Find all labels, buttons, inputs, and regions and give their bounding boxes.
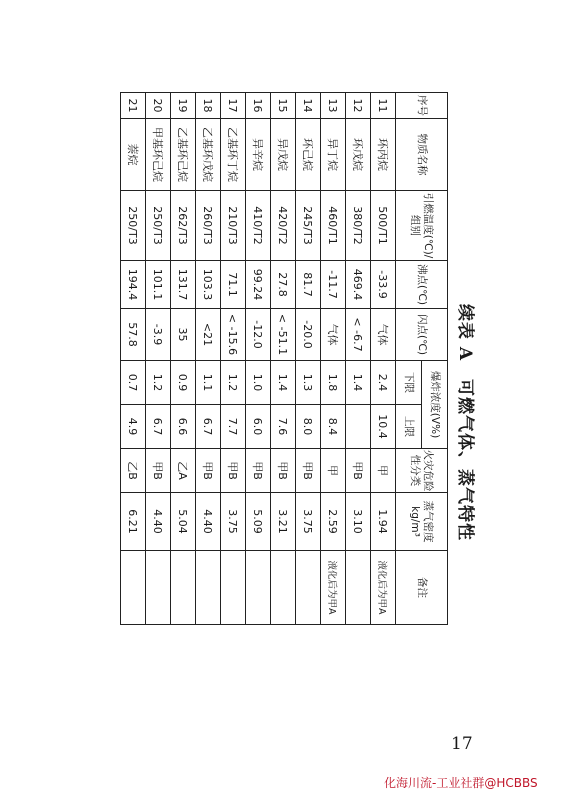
cell-note — [171, 551, 196, 625]
cell-density: 4.40 — [196, 493, 221, 551]
cell-flash: <21 — [196, 309, 221, 361]
cell-boiling: 103.3 — [196, 261, 221, 309]
gas-properties-table — [120, 92, 448, 625]
cell-seq: 14 — [296, 93, 321, 119]
cell-boiling: 27.8 — [271, 261, 296, 309]
cell-hazard: 甲B — [296, 449, 321, 493]
cell-hazard: 乙A — [171, 449, 196, 493]
cell-lower: 1.1 — [196, 361, 221, 405]
header-name: 物质名称 — [396, 119, 448, 191]
cell-note — [221, 551, 246, 625]
cell-upper: 6.6 — [171, 405, 196, 449]
cell-hazard: 甲B — [346, 449, 371, 493]
cell-hazard: 甲B — [196, 449, 221, 493]
cell-upper: 8.4 — [321, 405, 346, 449]
cell-name: 异辛烷 — [246, 119, 271, 191]
cell-ignition: 500/T1 — [371, 191, 396, 261]
cell-ignition: 210/T3 — [221, 191, 246, 261]
cell-boiling: 101.1 — [146, 261, 171, 309]
cell-note — [271, 551, 296, 625]
cell-name: 萘烷 — [121, 119, 146, 191]
cell-flash: -20.0 — [296, 309, 321, 361]
cell-upper: 6.7 — [146, 405, 171, 449]
cell-density: 5.09 — [246, 493, 271, 551]
cell-flash: 57.8 — [121, 309, 146, 361]
cell-upper — [346, 405, 371, 449]
cell-lower: 1.8 — [321, 361, 346, 405]
header-flash: 闪点(℃) — [396, 309, 448, 361]
cell-seq: 19 — [171, 93, 196, 119]
table-body — [121, 93, 396, 625]
cell-upper: 4.9 — [121, 405, 146, 449]
cell-hazard: 甲 — [321, 449, 346, 493]
cell-lower: 1.0 — [246, 361, 271, 405]
cell-boiling: 71.1 — [221, 261, 246, 309]
cell-lower: 1.4 — [271, 361, 296, 405]
table-row — [371, 93, 396, 625]
cell-name: 环丙烷 — [371, 119, 396, 191]
header-explosion: 爆炸浓度(V%) — [422, 361, 448, 449]
cell-upper: 10.4 — [371, 405, 396, 449]
cell-upper: 7.7 — [221, 405, 246, 449]
cell-note — [146, 551, 171, 625]
cell-ignition: 380/T2 — [346, 191, 371, 261]
cell-ignition: 262/T3 — [171, 191, 196, 261]
rotated-table-block — [75, 92, 480, 753]
cell-density: 4.40 — [146, 493, 171, 551]
cell-seq: 16 — [246, 93, 271, 119]
cell-ignition: 410/T2 — [246, 191, 271, 261]
cell-upper: 6.7 — [196, 405, 221, 449]
cell-boiling: 81.7 — [296, 261, 321, 309]
cell-hazard: 乙B — [121, 449, 146, 493]
cell-seq: 11 — [371, 93, 396, 119]
cell-density: 5.04 — [171, 493, 196, 551]
header-seq: 序号 — [396, 93, 448, 119]
cell-boiling: -33.9 — [371, 261, 396, 309]
cell-hazard: 甲B — [221, 449, 246, 493]
cell-ignition: 260/T3 — [196, 191, 221, 261]
cell-hazard: 甲B — [271, 449, 296, 493]
page-number: 17 — [451, 734, 473, 754]
header-density: 蒸气密度kg/m³ — [396, 493, 448, 551]
cell-name: 环己烷 — [296, 119, 321, 191]
table-row — [346, 93, 371, 625]
table-row — [246, 93, 271, 625]
cell-flash: < -15.6 — [221, 309, 246, 361]
cell-boiling: 469.4 — [346, 261, 371, 309]
cell-name: 乙基环丁烷 — [221, 119, 246, 191]
table-row — [146, 93, 171, 625]
header-ignition: 引燃温度(℃)/组别 — [396, 191, 448, 261]
cell-density: 3.21 — [271, 493, 296, 551]
cell-seq: 17 — [221, 93, 246, 119]
cell-density: 1.94 — [371, 493, 396, 551]
cell-ignition: 250/T3 — [121, 191, 146, 261]
header-boiling: 沸点(℃) — [396, 261, 448, 309]
cell-ignition: 420/T2 — [271, 191, 296, 261]
cell-ignition: 460/T1 — [321, 191, 346, 261]
cell-seq: 20 — [146, 93, 171, 119]
cell-upper: 7.6 — [271, 405, 296, 449]
cell-flash: -12.0 — [246, 309, 271, 361]
cell-density: 3.10 — [346, 493, 371, 551]
cell-flash: 气体 — [371, 309, 396, 361]
cell-lower: 0.9 — [171, 361, 196, 405]
header-hazard: 火灾危险性分类 — [396, 449, 448, 493]
table-row — [296, 93, 321, 625]
watermark-text: 化海川流-工业社群@HCBBS — [384, 776, 538, 790]
cell-seq: 15 — [271, 93, 296, 119]
cell-name: 异丁烷 — [321, 119, 346, 191]
cell-name: 异戊烷 — [271, 119, 296, 191]
cell-lower: 1.2 — [221, 361, 246, 405]
cell-flash: 气体 — [321, 309, 346, 361]
cell-hazard: 甲B — [146, 449, 171, 493]
table-title: 续表 A 可燃气体、蒸气特性 — [455, 303, 475, 542]
cell-name: 环戊烷 — [346, 119, 371, 191]
cell-flash: 35 — [171, 309, 196, 361]
table-row — [321, 93, 346, 625]
cell-seq: 18 — [196, 93, 221, 119]
cell-lower: 1.2 — [146, 361, 171, 405]
header-note: 备注 — [396, 551, 448, 625]
table-row — [271, 93, 296, 625]
cell-hazard: 甲B — [246, 449, 271, 493]
cell-seq: 13 — [321, 93, 346, 119]
cell-name: 甲基环己烷 — [146, 119, 171, 191]
cell-note — [246, 551, 271, 625]
cell-seq: 12 — [346, 93, 371, 119]
table-header — [396, 93, 448, 625]
cell-note — [196, 551, 221, 625]
header-upper: 上限 — [396, 405, 422, 449]
cell-note — [121, 551, 146, 625]
cell-boiling: 131.7 — [171, 261, 196, 309]
cell-boiling: -11.7 — [321, 261, 346, 309]
cell-flash: < -6.7 — [346, 309, 371, 361]
cell-hazard: 甲 — [371, 449, 396, 493]
cell-lower: 1.4 — [346, 361, 371, 405]
cell-name: 乙基环戊烷 — [196, 119, 221, 191]
cell-ignition: 250/T3 — [146, 191, 171, 261]
cell-seq: 21 — [121, 93, 146, 119]
cell-density: 6.21 — [121, 493, 146, 551]
header-lower: 下限 — [396, 361, 422, 405]
cell-density: 3.75 — [221, 493, 246, 551]
cell-lower: 1.3 — [296, 361, 321, 405]
cell-flash: -3.9 — [146, 309, 171, 361]
table-row — [121, 93, 146, 625]
cell-note: 液化后为甲A — [371, 551, 396, 625]
table-row — [196, 93, 221, 625]
cell-boiling: 194.4 — [121, 261, 146, 309]
cell-ignition: 245/T3 — [296, 191, 321, 261]
cell-boiling: 99.24 — [246, 261, 271, 309]
cell-upper: 6.0 — [246, 405, 271, 449]
table-row — [221, 93, 246, 625]
cell-upper: 8.0 — [296, 405, 321, 449]
table-row — [171, 93, 196, 625]
cell-density: 2.59 — [321, 493, 346, 551]
cell-name: 乙基环己烷 — [171, 119, 196, 191]
cell-lower: 2.4 — [371, 361, 396, 405]
cell-density: 3.75 — [296, 493, 321, 551]
cell-note: 液化后为甲A — [321, 551, 346, 625]
cell-lower: 0.7 — [121, 361, 146, 405]
cell-note — [346, 551, 371, 625]
cell-note — [296, 551, 321, 625]
cell-flash: < -51.1 — [271, 309, 296, 361]
